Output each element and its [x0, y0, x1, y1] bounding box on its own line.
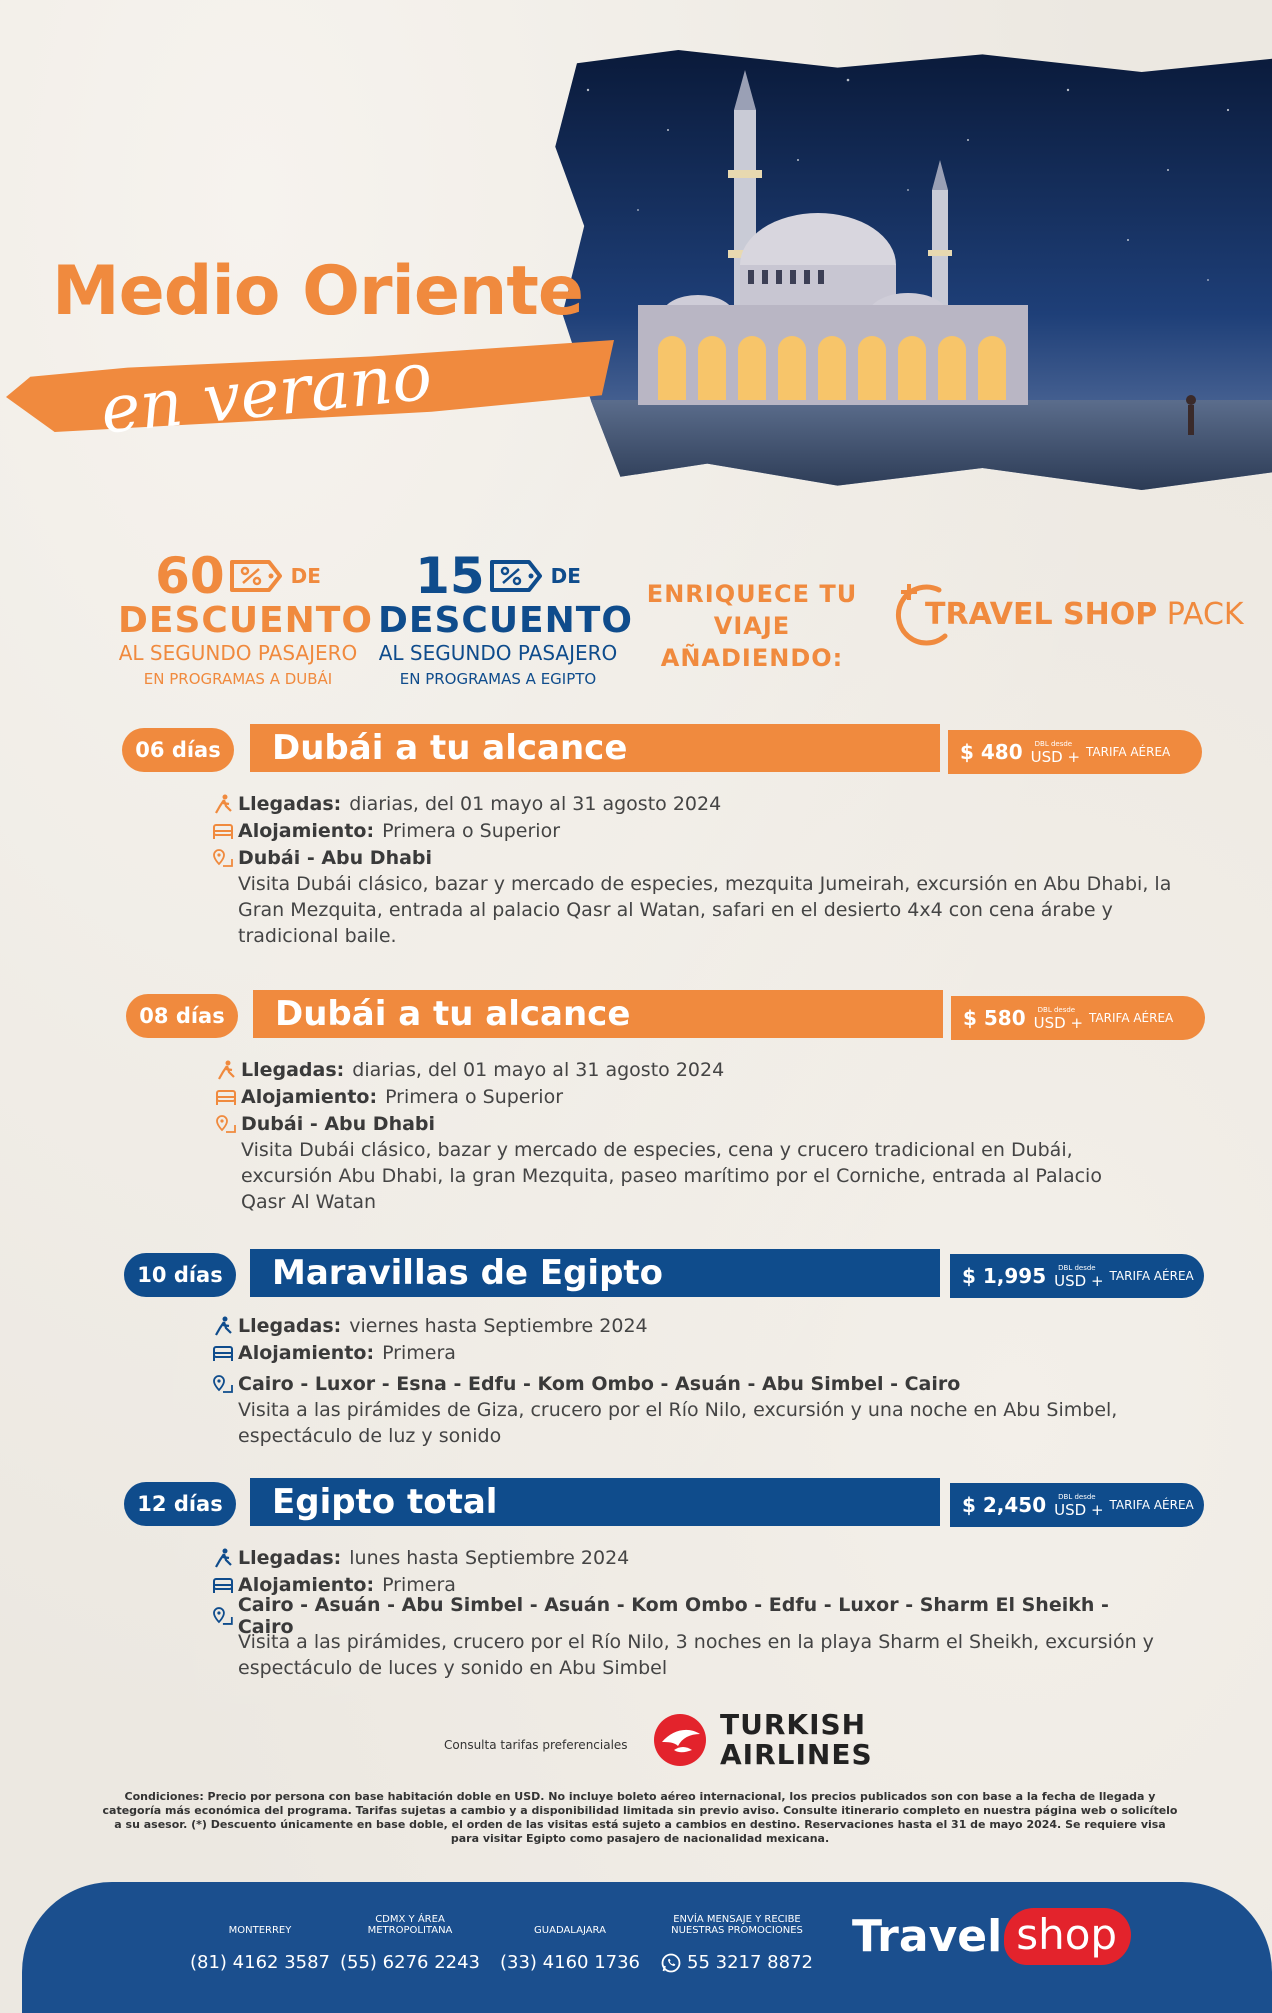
price-amount: $ 2,450	[962, 1493, 1047, 1517]
price-dbl: DBL desde	[1034, 740, 1073, 748]
walking-icon	[215, 1060, 237, 1080]
enrich-line2: VIAJE AÑADIENDO:	[660, 612, 844, 672]
percent-tag-icon	[489, 559, 543, 593]
bed-icon	[215, 1087, 237, 1107]
plus-ring-icon	[895, 576, 961, 652]
pack-bold: TRAVEL SHOP	[925, 596, 1158, 632]
map-pin-icon	[215, 1114, 237, 1134]
promo-line1: AL SEGUNDO PASAJERO	[118, 641, 358, 665]
promo-de: DE	[290, 564, 321, 588]
arrivals-label: Llegadas:	[241, 1058, 345, 1081]
arrivals-label: Llegadas:	[238, 792, 342, 815]
contact-label: CDMX Y ÁREA METROPOLITANA	[367, 1914, 453, 1936]
promo-descuento: DESCUENTO	[378, 600, 633, 641]
program-description: Visita Dubái clásico, bazar y mercado de especies, cena y crucero tradicional en Dubái, excursión Abu Dhabi, la gran Mezquita, paseo marítimo por el Corniche, entrada al Palacio Qasr Al Watan	[241, 1139, 1102, 1213]
walking-icon	[212, 1316, 234, 1336]
pack-light: PACK	[1157, 596, 1244, 632]
price-usd: USD +	[1030, 748, 1081, 766]
days-pill: 12 días	[124, 1482, 236, 1526]
arrivals-value: diarias, del 01 mayo al 31 agosto 2024	[349, 792, 722, 815]
promo-percent: 60	[155, 547, 225, 605]
lodging-label: Alojamiento:	[238, 1341, 375, 1364]
page-title: Medio Oriente	[52, 252, 583, 331]
promo-line1: AL SEGUNDO PASAJERO	[378, 641, 618, 665]
price-air: TARIFA AÉREA	[1109, 1269, 1194, 1283]
map-pin-icon	[212, 1606, 234, 1626]
whatsapp-icon	[661, 1953, 681, 1973]
page-subtitle: en verano	[97, 337, 436, 449]
arrivals-label: Llegadas:	[238, 1314, 342, 1337]
map-pin-icon	[212, 1374, 234, 1394]
promo-dubai	[118, 547, 373, 692]
price-tag	[950, 1254, 1204, 1298]
program-description: Visita Dubái clásico, bazar y mercado de especies, mezquita Jumeirah, excursión en Abu Dhabi, la Gran Mezquita, entrada al palacio Qasr al Watan, safari en el desierto 4x4 con cena árabe y tradicional baile.	[238, 873, 1172, 947]
promo-de: DE	[550, 564, 581, 588]
program-details	[212, 1544, 1172, 1681]
contact-label: MONTERREY	[228, 1925, 292, 1936]
conditions-text: Condiciones: Precio por persona con base habitación doble en USD. No incluye boleto aéreo internacional, los precios publicados son con base a la fecha de llegada y categoría más económica del programa. Tarifas sujetas a cambio y a disponibilidad limitada sin previo aviso. Consulte itinerario completo en nuestra página web o solicítelo a su asesor. (*) Descuento únicamente en base doble, el orden de las visitas está sujeto a cambios en destino. Reservaciones hasta el 31 de mayo 2024. Se requiere visa para visitar Egipto como pasajero de nacionalidad mexicana.	[102, 1790, 1178, 1845]
program-title: Maravillas de Egipto	[250, 1249, 940, 1297]
bed-icon	[212, 1575, 234, 1595]
program-description: Visita a las pirámides de Giza, crucero por el Río Nilo, excursión y una noche en Abu Simbel, espectáculo de luz y sonido	[238, 1399, 1118, 1447]
days-pill: 08 días	[126, 994, 238, 1038]
enrich-text	[632, 578, 872, 674]
route: Dubái - Abu Dhabi	[238, 846, 433, 869]
walking-icon	[212, 794, 234, 814]
turkish-airlines-logo	[652, 1710, 873, 1770]
days-pill: 06 días	[122, 728, 234, 772]
contact-guadalajara	[500, 1912, 640, 1973]
bed-icon	[212, 821, 234, 841]
airline-name-line1: TURKISH	[720, 1708, 867, 1741]
price-amount: $ 480	[960, 740, 1023, 764]
logo-shop: shop	[1004, 1908, 1131, 1965]
lodging-value: Primera	[382, 1341, 456, 1364]
price-usd: USD +	[1054, 1501, 1104, 1519]
contact-phone[interactable]: (33) 4160 1736	[500, 1952, 641, 1973]
contact-monterrey	[190, 1912, 330, 1973]
route: Cairo - Asuán - Abu Simbel - Asuán - Kom Ombo - Edfu - Luxor - Sharm El Sheikh - Cairo	[237, 1593, 1109, 1638]
lodging-value: Primera o Superior	[385, 1085, 564, 1108]
price-tag	[951, 996, 1205, 1040]
price-amount: $ 1,995	[962, 1264, 1047, 1288]
promo-line2: EN PROGRAMAS A EGIPTO	[399, 670, 597, 688]
arrivals-label: Llegadas:	[238, 1546, 342, 1569]
turkish-airlines-bird-icon	[652, 1712, 708, 1768]
arrivals-value: diarias, del 01 mayo al 31 agosto 2024	[352, 1058, 725, 1081]
arrivals-value: viernes hasta Septiembre 2024	[349, 1314, 648, 1337]
bed-icon	[212, 1343, 234, 1363]
route: Dubái - Abu Dhabi	[241, 1112, 436, 1135]
lodging-label: Alojamiento:	[241, 1085, 378, 1108]
program-details	[212, 1312, 1172, 1449]
price-dbl: DBL desde	[1058, 1493, 1096, 1501]
lodging-value: Primera o Superior	[382, 819, 561, 842]
arrivals-value: lunes hasta Septiembre 2024	[349, 1546, 630, 1569]
program-details	[212, 790, 1172, 949]
travel-shop-pack-logo	[895, 574, 1244, 654]
contact-phone[interactable]: 55 3217 8872	[687, 1952, 813, 1973]
price-usd: USD +	[1033, 1014, 1084, 1032]
airline-name-line2: AIRLINES	[720, 1738, 873, 1771]
contact-label: ENVÍA MENSAJE Y RECIBE NUESTRAS PROMOCIONES	[671, 1914, 803, 1936]
travel-shop-logo	[852, 1908, 1131, 1965]
percent-tag-icon	[229, 559, 283, 593]
price-tag	[948, 730, 1202, 774]
contact-whatsapp	[652, 1912, 822, 1973]
promo-percent: 15	[415, 547, 485, 605]
program-title: Dubái a tu alcance	[250, 724, 940, 772]
enrich-line1: ENRIQUECE TU	[646, 580, 858, 608]
lodging-value: Primera	[382, 1573, 456, 1596]
program-description: Visita a las pirámides, crucero por el Río Nilo, 3 noches en la playa Sharm el Sheikh, excursión y espectáculo de luces y sonido en Abu Simbel	[238, 1631, 1154, 1679]
price-dbl: DBL desde	[1037, 1006, 1076, 1014]
program-title: Dubái a tu alcance	[253, 990, 943, 1038]
route: Cairo - Luxor - Esna - Edfu - Kom Ombo - Asuán - Abu Simbel - Cairo	[238, 1372, 961, 1395]
contact-phone[interactable]: (55) 6276 2243	[340, 1952, 481, 1973]
contact-label: GUADALAJARA	[534, 1925, 606, 1936]
price-air: TARIFA AÉREA	[1089, 1011, 1174, 1025]
promo-line2: EN PROGRAMAS A DUBÁI	[143, 670, 333, 688]
lodging-label: Alojamiento:	[238, 819, 375, 842]
logo-travel: Travel	[852, 1911, 1003, 1962]
program-title: Egipto total	[250, 1478, 940, 1526]
lodging-label: Alojamiento:	[238, 1573, 375, 1596]
price-air: TARIFA AÉREA	[1086, 745, 1171, 759]
days-pill: 10 días	[124, 1253, 236, 1297]
promo-descuento: DESCUENTO	[118, 600, 373, 641]
mosque-photo	[548, 50, 1272, 490]
map-pin-icon	[212, 848, 234, 868]
price-tag	[950, 1483, 1204, 1527]
price-air: TARIFA AÉREA	[1109, 1498, 1194, 1512]
contact-cdmx	[340, 1912, 480, 1973]
walking-icon	[212, 1548, 234, 1568]
price-usd: USD +	[1054, 1272, 1104, 1290]
program-details	[215, 1056, 1175, 1215]
promo-egipto	[378, 547, 633, 692]
price-dbl: DBL desde	[1058, 1264, 1096, 1272]
price-amount: $ 580	[963, 1006, 1026, 1030]
contact-phone[interactable]: (81) 4162 3587	[190, 1952, 331, 1973]
airline-label: Consulta tarifas preferenciales	[444, 1738, 628, 1752]
